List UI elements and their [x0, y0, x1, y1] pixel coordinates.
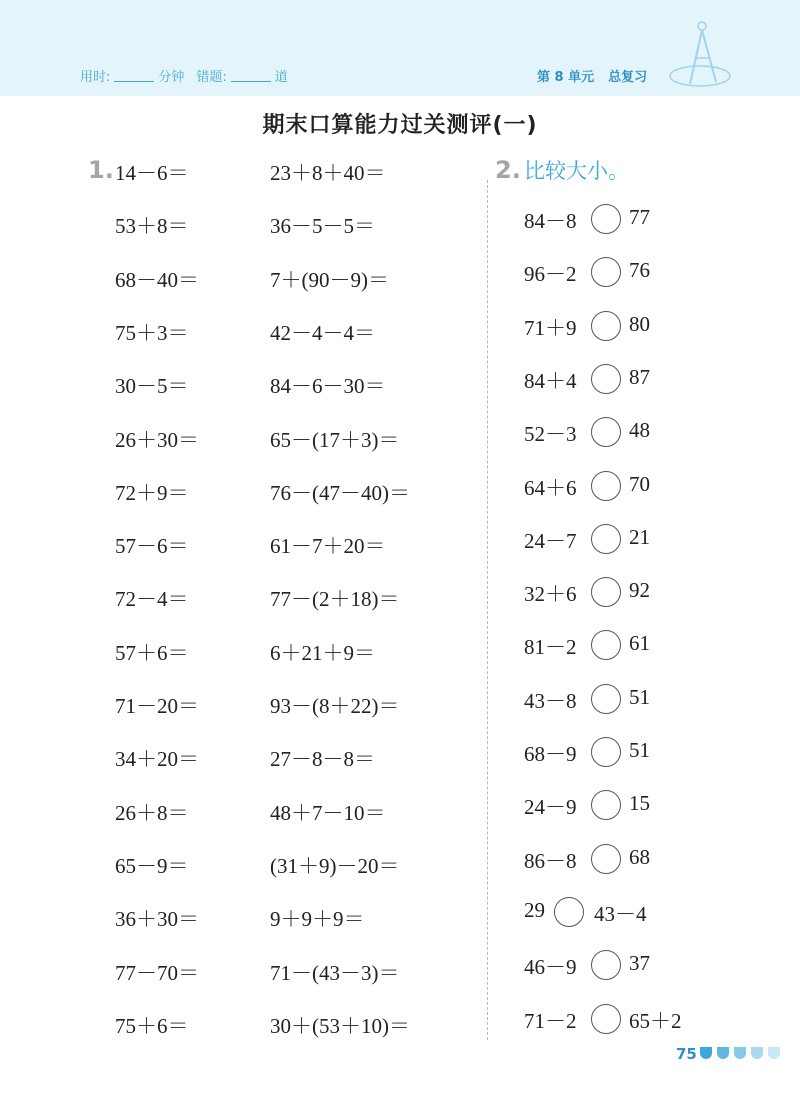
errors-label: 错题:: [196, 70, 227, 85]
comparison-left-expression: 29: [524, 897, 545, 922]
arithmetic-problem: 93－(8＋22)＝: [270, 694, 400, 718]
arithmetic-problem: 71－20＝: [115, 694, 199, 718]
arithmetic-problem: 68－40＝: [115, 267, 199, 292]
comparison-answer-circle[interactable]: [591, 311, 621, 341]
page-number: 75: [676, 1045, 697, 1063]
arithmetic-problem: 77－70＝: [115, 960, 199, 985]
arithmetic-problem: 57－6＝: [115, 534, 189, 559]
comparison-left-expression: 84－8: [524, 209, 577, 233]
comparison-answer-circle[interactable]: [591, 417, 621, 447]
comparison-right-expression: 77: [629, 205, 650, 229]
timing-record: [80, 66, 288, 85]
arithmetic-problem: 42－4－4＝: [270, 320, 375, 345]
unit-info: [537, 66, 647, 85]
comparison-right-expression: 92: [629, 578, 650, 603]
comparison-answer-circle[interactable]: [591, 630, 621, 660]
comparison-left-expression: 46－9: [524, 955, 577, 980]
section2-number: 2.: [495, 156, 521, 184]
comparison-answer-circle[interactable]: [591, 684, 621, 714]
arithmetic-problem: 30－5＝: [115, 374, 189, 399]
comparison-answer-circle[interactable]: [591, 737, 621, 767]
unit-label: 第 8 单元: [537, 70, 595, 85]
comparison-left-expression: 24－9: [524, 795, 577, 820]
arithmetic-problem: 76－(47－40)＝: [270, 480, 410, 505]
arithmetic-problem: 34＋20＝: [115, 747, 199, 772]
arithmetic-problem: 48＋7－10＝: [270, 800, 386, 825]
comparison-right-expression: 87: [629, 364, 650, 389]
arithmetic-problem: 27－8－8＝: [270, 747, 375, 772]
arithmetic-problem: 14－6＝: [115, 161, 189, 185]
comparison-left-expression: 71＋9: [524, 315, 577, 340]
comparison-right-expression: 76: [629, 258, 650, 283]
comparison-right-expression: 51: [629, 738, 650, 762]
arithmetic-problem: 26＋30＝: [115, 427, 199, 452]
comparison-left-expression: 52－3: [524, 422, 577, 447]
arithmetic-problem: 72－4＝: [115, 587, 189, 612]
comparison-answer-circle[interactable]: [591, 364, 621, 394]
arithmetic-problem: 71－(43－3)＝: [270, 960, 400, 985]
arithmetic-problem: 72＋9＝: [115, 480, 189, 505]
arithmetic-problem: 57＋6＝: [115, 640, 189, 665]
arithmetic-problem: 65－9＝: [115, 853, 189, 878]
minute-label: 分钟: [158, 70, 185, 85]
comparison-left-expression: 64＋6: [524, 475, 577, 500]
arithmetic-problem: 7＋(90－9)＝: [270, 267, 389, 292]
comparison-answer-circle[interactable]: [591, 577, 621, 607]
comparison-answer-circle[interactable]: [554, 897, 584, 927]
comparison-answer-circle[interactable]: [591, 844, 621, 874]
arithmetic-problem: 75＋3＝: [115, 320, 189, 345]
arithmetic-problem: 84－6－30＝: [270, 374, 386, 399]
section1-number: 1.: [88, 156, 114, 184]
errors-blank[interactable]: [231, 69, 271, 82]
arithmetic-problem: 61－7＋20＝: [270, 534, 386, 559]
comparison-left-expression: 86－8: [524, 848, 577, 873]
section2-title: 比较大小。: [524, 159, 629, 183]
arithmetic-problem: 26＋8＝: [115, 800, 189, 825]
comparison-right-expression: 65＋2: [629, 1008, 682, 1033]
page-title: 期末口算能力过关测评(一): [262, 113, 538, 138]
comparison-answer-circle[interactable]: [591, 204, 621, 234]
comparison-right-expression: 68: [629, 844, 650, 869]
arithmetic-problem: 30＋(53＋10)＝: [270, 1013, 410, 1038]
comparison-right-expression: 15: [629, 791, 650, 816]
comparison-right-expression: 51: [629, 684, 650, 709]
count-label: 道: [274, 70, 288, 85]
comparison-right-expression: 70: [629, 471, 650, 496]
comparison-left-expression: 68－9: [524, 742, 577, 766]
page-dots-decoration: [700, 1047, 780, 1059]
time-label: 用时:: [80, 70, 111, 85]
comparison-right-expression: 21: [629, 524, 650, 549]
comparison-left-expression: 71－2: [524, 1008, 577, 1033]
comparison-answer-circle[interactable]: [591, 257, 621, 287]
column-divider: [487, 180, 488, 1040]
arithmetic-problem: 53＋8＝: [115, 214, 189, 239]
arithmetic-problem: 75＋6＝: [115, 1013, 189, 1038]
comparison-left-expression: 96－2: [524, 262, 577, 287]
comparison-answer-circle[interactable]: [591, 1004, 621, 1034]
comparison-right-expression: 48: [629, 418, 650, 443]
comparison-right-expression: 80: [629, 311, 650, 336]
comparison-answer-circle[interactable]: [591, 471, 621, 501]
comparison-right-expression: 61: [629, 631, 650, 656]
arithmetic-problem: 6＋21＋9＝: [270, 640, 375, 665]
arithmetic-problem: 36＋30＝: [115, 907, 199, 932]
arithmetic-problem: 36－5－5＝: [270, 214, 375, 239]
comparison-right-expression: 37: [629, 951, 650, 976]
review-label: 总复习: [608, 70, 648, 85]
arithmetic-problem: 9＋9＋9＝: [270, 907, 365, 932]
comparison-left-expression: 43－8: [524, 688, 577, 713]
comparison-left-expression: 24－7: [524, 528, 577, 553]
arithmetic-problem: 77－(2＋18)＝: [270, 587, 400, 612]
arithmetic-problem: (31＋9)－20＝: [270, 853, 400, 878]
arithmetic-problem: 65－(17＋3)＝: [270, 427, 400, 452]
comparison-answer-circle[interactable]: [591, 950, 621, 980]
comparison-left-expression: 81－2: [524, 635, 577, 660]
time-blank[interactable]: [114, 69, 154, 82]
comparison-left-expression: 84＋4: [524, 368, 577, 393]
comparison-left-expression: 32＋6: [524, 582, 577, 607]
comparison-answer-circle[interactable]: [591, 524, 621, 554]
comparison-answer-circle[interactable]: [591, 790, 621, 820]
compass-icon: [660, 18, 740, 92]
comparison-right-expression: 43－4: [594, 901, 647, 926]
arithmetic-problem: 23＋8＋40＝: [270, 161, 386, 185]
